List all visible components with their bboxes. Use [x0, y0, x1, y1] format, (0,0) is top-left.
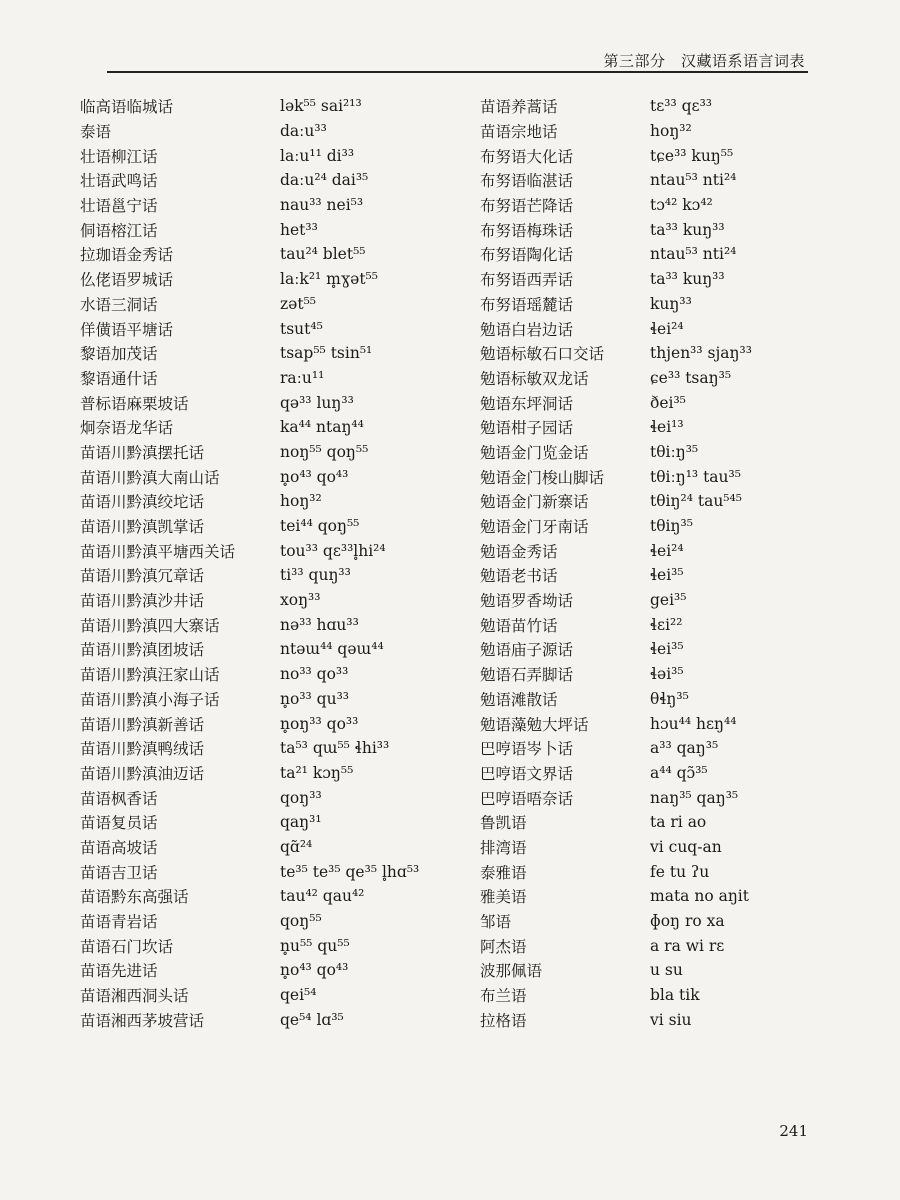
- word-form: fe tu ʔu: [650, 862, 710, 881]
- entry-row: [80, 761, 480, 786]
- word-form: daːu²⁴ dai³⁵: [280, 171, 369, 190]
- dialect-name: 仫佬语罗城话: [80, 271, 174, 290]
- dialect-name: 波那佩语: [480, 962, 543, 981]
- dialect-name: 苗语川黔滇小海子话: [80, 690, 220, 709]
- entry-row: [480, 761, 840, 786]
- page-number: 241: [779, 1122, 808, 1140]
- word-form: tau²⁴ blet⁵⁵: [280, 245, 366, 264]
- entry-row: [480, 612, 840, 637]
- word-form: qə³³ luŋ³³: [280, 393, 354, 412]
- word-form: ɬei²⁴: [650, 319, 684, 338]
- word-form: ɬəi³⁵: [650, 665, 684, 684]
- dialect-name: 临高语临城话: [80, 98, 174, 117]
- entry-row: [80, 785, 480, 810]
- dialect-name: 苗语川黔滇油迈话: [80, 764, 205, 783]
- dialect-name: 勉语石弄脚话: [480, 666, 574, 685]
- entry-row: [80, 538, 480, 563]
- entry-row: [80, 835, 480, 860]
- dialect-name: 巴哼语唔奈话: [480, 789, 574, 808]
- right-column: [480, 94, 840, 1032]
- entry-row: [480, 637, 840, 662]
- entry-row: [80, 292, 480, 317]
- dialect-name: 苗语复员话: [80, 814, 158, 833]
- entry-row: [80, 909, 480, 934]
- word-form: qaŋ³¹: [280, 813, 322, 832]
- dialect-name: 苗语黔东高强话: [80, 888, 189, 907]
- entry-row: [480, 538, 840, 563]
- dialect-name: 勉语苗竹话: [480, 616, 558, 635]
- dialect-name: 苗语川黔滇凯掌话: [80, 518, 205, 537]
- dialect-name: 布努语芒降话: [480, 197, 574, 216]
- word-form: tou³³ qɛ³³l̥hi²⁴: [280, 541, 386, 560]
- word-form: ta³³ kuŋ³³: [650, 220, 725, 239]
- entry-row: [80, 366, 480, 391]
- entry-row: [480, 514, 840, 539]
- entry-row: [80, 662, 480, 687]
- dialect-name: 勉语白岩边话: [480, 320, 574, 339]
- entry-row: [80, 859, 480, 884]
- entry-row: [80, 884, 480, 909]
- entry-row: [480, 662, 840, 687]
- dialect-name: 勉语金秀话: [480, 542, 558, 561]
- dialect-name: 苗语湘西洞头话: [80, 987, 189, 1006]
- dialect-name: 布兰语: [480, 987, 527, 1006]
- dialect-name: 苗语枫香话: [80, 789, 158, 808]
- entry-row: [80, 612, 480, 637]
- word-form: u su: [650, 961, 683, 980]
- word-form: ɸoŋ ro xa: [650, 912, 725, 931]
- word-form: mata no aŋit: [650, 887, 749, 906]
- dialect-name: 勉语金门新寨话: [480, 493, 589, 512]
- entry-row: [80, 94, 480, 119]
- word-form: ɬei³⁵: [650, 566, 684, 585]
- entry-row: [480, 859, 840, 884]
- dialect-name: 勉语标敏双龙话: [480, 369, 589, 388]
- word-form: ta⁵³ qɯ⁵⁵ ɬhi³³: [280, 739, 390, 758]
- dialect-name: 苗语川黔滇四大寨话: [80, 616, 220, 635]
- word-form: n̥o⁴³ qo⁴³: [280, 961, 349, 980]
- entry-row: [480, 736, 840, 761]
- word-form: qɑ̃²⁴: [280, 837, 313, 856]
- entry-row: [480, 489, 840, 514]
- entry-row: [480, 94, 840, 119]
- word-form: n̥o⁴³ qo⁴³: [280, 467, 349, 486]
- word-form: xoŋ³³: [280, 591, 321, 610]
- dialect-name: 勉语庙子源话: [480, 641, 574, 660]
- word-form: het³³: [280, 220, 318, 239]
- dialect-name: 鲁凯语: [480, 814, 527, 833]
- dialect-name: 苗语高坡话: [80, 838, 158, 857]
- left-column: [80, 94, 480, 1032]
- word-form: a ra wi rɛ: [650, 936, 725, 955]
- word-form: qoŋ⁵⁵: [280, 912, 322, 931]
- word-form: n̥u⁵⁵ qu⁵⁵: [280, 936, 350, 955]
- dialect-name: 勉语东坪洞话: [480, 394, 574, 413]
- dialect-name: 苗语川黔滇大南山话: [80, 468, 220, 487]
- dialect-name: 苗语先进话: [80, 962, 158, 981]
- dialect-name: 拉格语: [480, 1011, 527, 1030]
- dialect-name: 勉语藻勉大坪话: [480, 715, 589, 734]
- entry-row: [480, 390, 840, 415]
- word-form: ntəɯ⁴⁴ qəɯ⁴⁴: [280, 640, 384, 659]
- word-form: noŋ⁵⁵ qoŋ⁵⁵: [280, 442, 369, 461]
- entry-row: [80, 440, 480, 465]
- entry-row: [480, 983, 840, 1008]
- dialect-name: 苗语川黔滇摆托话: [80, 443, 205, 462]
- entry-row: [480, 1007, 840, 1032]
- dialect-name: 佯僙语平塘话: [80, 320, 174, 339]
- dialect-name: 苗语川黔滇沙井话: [80, 592, 205, 611]
- header-rule: [107, 71, 808, 73]
- dialect-name: 壮语邕宁话: [80, 197, 158, 216]
- dialect-name: 苗语川黔滇团坡话: [80, 641, 205, 660]
- dialect-name: 苗语川黔滇汪家山话: [80, 666, 220, 685]
- word-form: tau⁴² qau⁴²: [280, 887, 365, 906]
- dialect-name: 黎语通什话: [80, 369, 158, 388]
- dialect-name: 勉语金门牙南话: [480, 518, 589, 537]
- dialect-name: 苗语湘西茅坡营话: [80, 1011, 205, 1030]
- dialect-name: 排湾语: [480, 838, 527, 857]
- word-form: qei⁵⁴: [280, 986, 317, 1005]
- dialect-name: 苗语川黔滇冗章话: [80, 567, 205, 586]
- word-form: tɛ³³ qɛ³³: [650, 97, 712, 116]
- dialect-name: 勉语滩散话: [480, 690, 558, 709]
- word-form: ta³³ kuŋ³³: [650, 270, 725, 289]
- entry-row: [80, 242, 480, 267]
- word-form: raːu¹¹: [280, 368, 325, 387]
- dialect-name: 布努语陶化话: [480, 246, 574, 265]
- dialect-name: 苗语吉卫话: [80, 863, 158, 882]
- entry-row: [480, 415, 840, 440]
- word-form: hoŋ³²: [280, 492, 322, 511]
- entry-row: [80, 637, 480, 662]
- word-form: ka⁴⁴ ntaŋ⁴⁴: [280, 418, 364, 437]
- dialect-name: 布努语大化话: [480, 147, 574, 166]
- word-form: tθiŋ²⁴ tau⁵⁴⁵: [650, 492, 742, 511]
- entry-row: [80, 415, 480, 440]
- word-form: ntau⁵³ nti²⁴: [650, 245, 737, 264]
- dialect-name: 勉语老书话: [480, 567, 558, 586]
- entry-row: [80, 390, 480, 415]
- entry-row: [480, 292, 840, 317]
- word-form: tθiŋ³⁵: [650, 517, 693, 536]
- word-form: tθiːŋ³⁵: [650, 442, 699, 461]
- entry-row: [80, 341, 480, 366]
- entry-row: [480, 316, 840, 341]
- entry-row: [480, 143, 840, 168]
- entry-row: [80, 810, 480, 835]
- entry-row: [480, 933, 840, 958]
- entry-row: [480, 464, 840, 489]
- dialect-name: 布努语临湛话: [480, 172, 574, 191]
- entry-row: [80, 143, 480, 168]
- entry-row: [80, 983, 480, 1008]
- dialect-name: 壮语柳江话: [80, 147, 158, 166]
- entry-row: [480, 168, 840, 193]
- word-form: hoŋ³²: [650, 122, 692, 141]
- dialect-name: 苗语川黔滇平塘西关话: [80, 542, 236, 561]
- word-form: daːu³³: [280, 122, 327, 141]
- word-form: vi siu: [650, 1010, 692, 1029]
- word-form: zət⁵⁵: [280, 294, 316, 313]
- dialect-name: 布努语瑶麓话: [480, 295, 574, 314]
- entry-row: [80, 489, 480, 514]
- entry-row: [480, 835, 840, 860]
- entry-row: [80, 563, 480, 588]
- entry-row: [480, 810, 840, 835]
- dialect-name: 黎语加茂话: [80, 345, 158, 364]
- word-form: θɬŋ³⁵: [650, 689, 689, 708]
- entry-row: [480, 563, 840, 588]
- entry-row: [480, 440, 840, 465]
- entry-row: [480, 217, 840, 242]
- entry-row: [480, 366, 840, 391]
- dialect-name: 苗语青岩话: [80, 913, 158, 932]
- word-form: ɕe³³ tsaŋ³⁵: [650, 368, 732, 387]
- dialect-name: 巴哼语文界话: [480, 764, 574, 783]
- dialect-name: 勉语金门梭山脚话: [480, 468, 605, 487]
- word-form: naŋ³⁵ qaŋ³⁵: [650, 788, 739, 807]
- entry-row: [480, 884, 840, 909]
- word-form: no³³ qo³³: [280, 665, 349, 684]
- dialect-name: 苗语宗地话: [480, 123, 558, 142]
- word-form: n̥o³³ qu³³: [280, 689, 350, 708]
- entry-row: [80, 168, 480, 193]
- entry-row: [480, 193, 840, 218]
- entry-row: [80, 464, 480, 489]
- word-form: ta ri ao: [650, 813, 707, 832]
- entry-row: [80, 316, 480, 341]
- entry-row: [80, 119, 480, 144]
- entry-row: [480, 119, 840, 144]
- word-form: hɔu⁴⁴ hɛŋ⁴⁴: [650, 714, 737, 733]
- dialect-name: 壮语武鸣话: [80, 172, 158, 191]
- entry-row: [80, 267, 480, 292]
- word-form: vi cuq-an: [650, 837, 722, 856]
- entry-row: [80, 933, 480, 958]
- word-form: a⁴⁴ qɔ̃³⁵: [650, 763, 708, 782]
- word-form: nau³³ nei⁵³: [280, 196, 364, 215]
- entry-row: [480, 687, 840, 712]
- dialect-name: 侗语榕江话: [80, 221, 158, 240]
- word-form: n̥oŋ³³ qo³³: [280, 714, 359, 733]
- entry-row: [80, 588, 480, 613]
- dialect-name: 泰雅语: [480, 863, 527, 882]
- entry-row: [480, 267, 840, 292]
- dialect-name: 泰语: [80, 123, 112, 142]
- word-form: thjen³³ sjaŋ³³: [650, 344, 752, 363]
- word-form: ta²¹ kɔŋ⁵⁵: [280, 763, 354, 782]
- dialect-name: 水语三洞话: [80, 295, 158, 314]
- dialect-name: 雅美语: [480, 888, 527, 907]
- word-form: a³³ qaŋ³⁵: [650, 739, 719, 758]
- entry-row: [80, 687, 480, 712]
- word-form: tɕe³³ kuŋ⁵⁵: [650, 146, 734, 165]
- word-form: ɬei²⁴: [650, 541, 684, 560]
- entry-row: [80, 1007, 480, 1032]
- entry-row: [480, 958, 840, 983]
- entry-row: [480, 242, 840, 267]
- word-form: laːu¹¹ di³³: [280, 146, 355, 165]
- word-form: ɬɛi²²: [650, 615, 683, 634]
- entry-row: [80, 958, 480, 983]
- dialect-name: 苗语川黔滇绞坨话: [80, 493, 205, 512]
- dialect-name: 布努语西弄话: [480, 271, 574, 290]
- dialect-name: 苗语川黔滇鸭绒话: [80, 740, 205, 759]
- entry-row: [480, 588, 840, 613]
- dialect-name: 拉珈语金秀话: [80, 246, 174, 265]
- entry-row: [480, 711, 840, 736]
- dialect-name: 勉语金门览金话: [480, 443, 589, 462]
- dialect-name: 勉语柑子园话: [480, 419, 574, 438]
- word-form: ɬei¹³: [650, 418, 684, 437]
- word-form: bla tik: [650, 986, 700, 1005]
- word-form: nə³³ hɑu³³: [280, 615, 359, 634]
- entry-row: [80, 514, 480, 539]
- word-form: ɬei³⁵: [650, 640, 684, 659]
- entry-row: [80, 217, 480, 242]
- dialect-name: 布努语梅珠话: [480, 221, 574, 240]
- entry-row: [480, 785, 840, 810]
- dialect-name: 苗语川黔滇新善话: [80, 715, 205, 734]
- entry-row: [480, 341, 840, 366]
- dialect-name: 炯奈语龙华话: [80, 419, 174, 438]
- word-form: tei⁴⁴ qoŋ⁵⁵: [280, 517, 360, 536]
- word-form: tsap⁵⁵ tsin⁵¹: [280, 344, 373, 363]
- word-form: tθiːŋ¹³ tau³⁵: [650, 467, 741, 486]
- entry-row: [80, 711, 480, 736]
- word-form: ðei³⁵: [650, 393, 686, 412]
- entry-row: [480, 909, 840, 934]
- dialect-name: 勉语标敏石口交话: [480, 345, 605, 364]
- entry-row: [80, 193, 480, 218]
- word-form: lək⁵⁵ sai²¹³: [280, 97, 362, 116]
- word-form: laːk²¹ m̥ɣət⁵⁵: [280, 270, 378, 289]
- dialect-name: 勉语罗香坳话: [480, 592, 574, 611]
- dialect-name: 巴哼语岑卜话: [480, 740, 574, 759]
- word-form: tɔ⁴² kɔ⁴²: [650, 196, 713, 215]
- dialect-name: 普标语麻栗坡话: [80, 394, 189, 413]
- word-form: qoŋ³³: [280, 788, 322, 807]
- entry-row: [80, 736, 480, 761]
- word-form: gei³⁵: [650, 591, 687, 610]
- word-form: ti³³ quŋ³³: [280, 566, 351, 585]
- word-form: tsut⁴⁵: [280, 319, 323, 338]
- word-form: kuŋ³³: [650, 294, 692, 313]
- word-form: qe⁵⁴ lɑ³⁵: [280, 1010, 344, 1029]
- word-form: ntau⁵³ nti²⁴: [650, 171, 737, 190]
- word-form: te³⁵ te³⁵ qe³⁵ l̥hɑ⁵³: [280, 862, 420, 881]
- dialect-name: 邹语: [480, 913, 512, 932]
- dialect-name: 阿杰语: [480, 937, 527, 956]
- dialect-name: 苗语石门坎话: [80, 937, 174, 956]
- page-header: [0, 0, 900, 80]
- dialect-name: 苗语养蒿话: [480, 98, 558, 117]
- running-header-title: 第三部分 汉藏语系语言词表: [603, 52, 805, 70]
